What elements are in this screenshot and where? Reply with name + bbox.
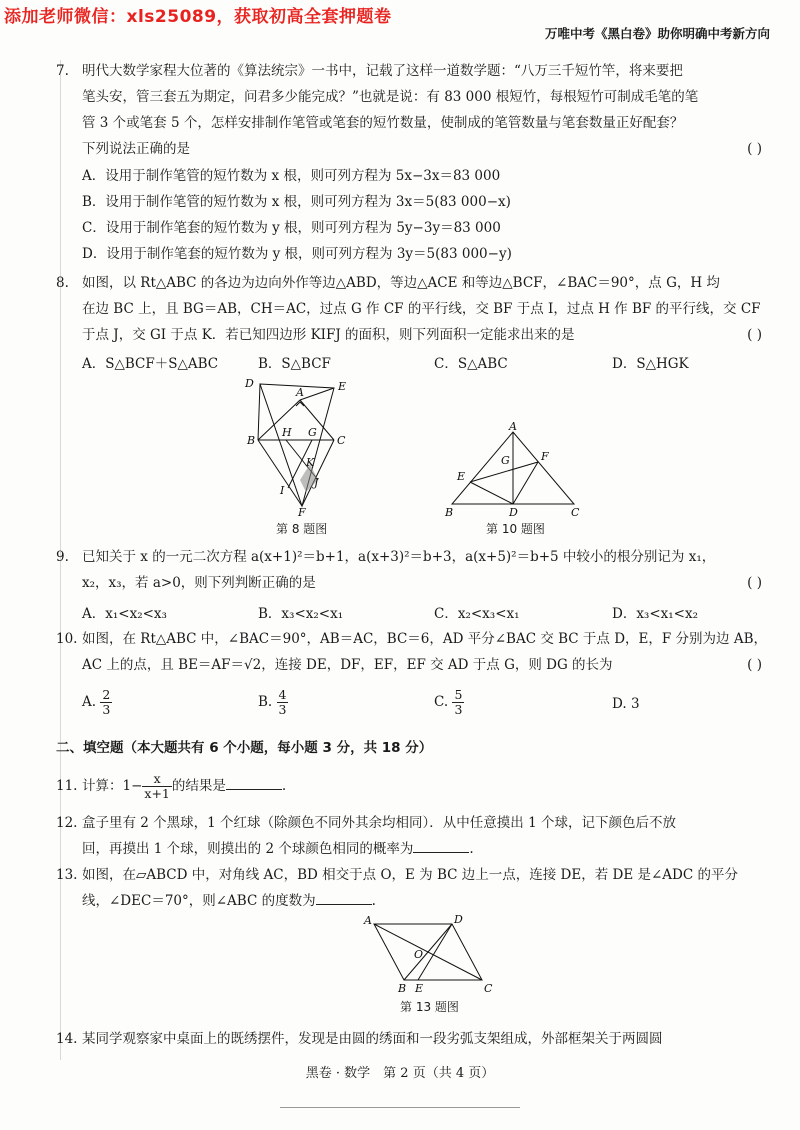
option-a: A．S△BCF＋S△ABC — [82, 356, 219, 372]
answer-blank[interactable] — [226, 775, 282, 790]
fig-label: D — [509, 506, 518, 519]
footer-rule — [280, 1107, 520, 1108]
question-text-line: 线，∠DEC＝70°，则∠ABC 的度数为 — [82, 893, 316, 909]
question-9 — [56, 544, 770, 596]
question-text-line: AC 上的点，且 BE＝AF＝√2，连接 DE，DF，EF，EF 交 AD 于点 G，则 DG 的长为 — [82, 657, 613, 673]
option-value: 3 — [630, 696, 640, 712]
figure-q13 — [352, 914, 502, 998]
question-end: . — [469, 841, 474, 857]
question-number: 9. — [56, 549, 69, 565]
fig-label: H — [282, 426, 292, 439]
running-header: 万唯中考《黑白卷》助你明确中考新方向 — [544, 26, 770, 41]
question-number: 13. — [56, 867, 78, 883]
answer-bracket: ( ) — [747, 575, 762, 591]
fraction-denominator: 3 — [278, 702, 287, 717]
fig-label: E — [415, 982, 424, 995]
question-number: 8. — [56, 275, 69, 291]
fraction-denominator: 3 — [454, 702, 463, 717]
question-text-line: 笔头安，管三套五为期定，问君多少能完成？”也就是说：有 83 000 根短竹，每根短竹可制成毛笔的笔 — [82, 89, 699, 105]
option-b: B．x₃<x₂<x₁ — [258, 606, 344, 622]
question-text: 的结果是 — [171, 778, 226, 794]
fig-label: B — [445, 506, 454, 519]
question-text-line: 于点 J，交 GI 于点 K．若已知四边形 KIFJ 的面积，则下列面积一定能求出来的是 — [82, 327, 575, 343]
option-c — [434, 688, 464, 717]
answer-bracket: ( ) — [747, 657, 762, 673]
page-footer: 黑卷 · 数学 第 2 页（共 4 页） — [305, 1066, 495, 1081]
answer-bracket: ( ) — [747, 141, 762, 157]
question-7 — [56, 58, 770, 162]
question-text-line: 如图，在 Rt△ABC 中，∠BAC＝90°，AB＝AC，BC＝6，AD 平分∠BAC 交 BC 于点 D，E，F 分别为边 AB， — [82, 631, 768, 647]
fig-label: F — [541, 450, 549, 463]
option-d — [612, 696, 640, 712]
fraction-numerator: 4 — [278, 687, 287, 702]
question-number: 10. — [56, 631, 78, 647]
fig-label: C — [571, 506, 580, 519]
question-text-line: 在边 BC 上，且 BG＝AB，CH＝AC，过点 G 作 CF 的平行线，交 BF 于点 I，过点 H 作 BF 的平行线，交 CF — [82, 301, 761, 317]
question-text-line: 明代大数学家程大位著的《算法统宗》一书中，记载了这样一道数学题：“八万三千短竹竿，将来要把 — [82, 63, 683, 79]
question-number: 12. — [56, 815, 78, 831]
question-text: 计算：1− — [82, 778, 143, 794]
fig-label: G — [501, 454, 510, 467]
fraction-numerator: 2 — [102, 687, 111, 702]
option-c: C．S△ABC — [434, 356, 508, 372]
fig-label: D — [454, 914, 463, 926]
fraction-numerator: 5 — [454, 687, 463, 702]
fig-label: G — [308, 426, 317, 439]
figure-caption: 第 10 题图 — [486, 522, 545, 536]
option-d: D．设用于制作笔套的短竹数为 y 根，则可列方程为 3y＝5(83 000−y) — [82, 246, 512, 262]
fig-label: C — [337, 434, 346, 447]
question-text-line: x₂，x₃，若 a>0，则下列判断正确的是 — [82, 575, 316, 591]
option-label: A. — [82, 694, 97, 710]
question-text-line: 如图，在▱ABCD 中，对角线 AC，BD 相交于点 O，E 为 BC 边上一点，连接 DE，若 DE 是∠ADC 的平分 — [82, 867, 738, 883]
section-heading: 二、填空题（本大题共有 6 个小题，每小题 3 分，共 18 分） — [56, 740, 433, 756]
question-text-line: 某同学观察家中桌面上的既绣摆件，发现是由圆的绣面和一段劣弧支架组成，外部框架关于两圆圆 — [82, 1031, 663, 1047]
option-a — [82, 688, 112, 717]
fig-label: C — [484, 982, 493, 995]
question-text-line: 回，再摸出 1 个球，则摸出的 2 个球颜色相同的概率为 — [82, 841, 414, 857]
option-c: C．x₂<x₃<x₁ — [434, 606, 520, 622]
fig-label: F — [298, 506, 306, 518]
option-a: A．设用于制作笔管的短竹数为 x 根，则可列方程为 5x−3x＝83 000 — [82, 168, 501, 184]
fig-label: I — [280, 484, 285, 497]
option-c: C．设用于制作笔套的短竹数为 y 根，则可列方程为 5y−3y＝83 000 — [82, 220, 501, 236]
fig-label: K — [306, 456, 315, 469]
option-label: C. — [434, 694, 449, 710]
fraction-denominator: x+1 — [144, 786, 170, 801]
question-12 — [56, 810, 770, 862]
fig-label: A — [296, 386, 304, 399]
question-11 — [56, 772, 770, 801]
option-d: D．S△HGK — [612, 356, 689, 372]
fig-label: B — [398, 982, 407, 995]
fig-label: D — [245, 377, 254, 390]
question-text-line: 已知关于 x 的一元二次方程 a(x+1)²＝b+1，a(x+3)²＝b+3，a(x+5)²＝b+5 中较小的根分别记为 x₁， — [82, 549, 716, 565]
answer-bracket: ( ) — [747, 327, 762, 343]
question-end: . — [281, 778, 287, 794]
fig-label: A — [509, 420, 517, 433]
option-b: B．设用于制作笔管的短竹数为 x 根，则可列方程为 3x＝5(83 000−x) — [82, 194, 511, 210]
figure-q10 — [440, 420, 590, 520]
question-10 — [56, 626, 770, 678]
fig-label: J — [314, 476, 319, 489]
question-text-line: 盒子里有 2 个黑球，1 个红球（除颜色不同外其余均相同）．从中任意摸出 1 个球，记下颜色后不放 — [82, 815, 676, 831]
fig-label: O — [414, 948, 424, 961]
fig-label: E — [338, 380, 347, 393]
fraction-numerator: x — [153, 771, 161, 786]
question-number: 7. — [56, 63, 69, 79]
figure-q8 — [230, 376, 370, 518]
answer-blank[interactable] — [413, 838, 469, 853]
watermark-contact: 添加老师微信：xls25089，获取初高全套押题卷 — [4, 7, 392, 27]
question-number: 11. — [56, 778, 78, 794]
figure-caption: 第 8 题图 — [276, 522, 328, 536]
question-number: 14. — [56, 1031, 78, 1047]
option-b: B．S△BCF — [258, 356, 331, 372]
question-14 — [56, 1026, 770, 1052]
question-8 — [56, 270, 770, 348]
fig-label: E — [457, 470, 466, 483]
option-d: D．x₃<x₁<x₂ — [612, 606, 699, 622]
question-text-line: 管 3 个或笔套 5 个，怎样安排制作笔管或笔套的短竹数量，使制成的笔管数量与笔套数量正好配套？ — [82, 115, 684, 131]
option-label: B. — [258, 694, 273, 710]
figure-caption: 第 13 题图 — [400, 1000, 459, 1014]
fraction-denominator: 3 — [102, 702, 111, 717]
fig-label: B — [247, 434, 256, 447]
question-text-line: 如图，以 Rt△ABC 的各边为边向外作等边△ABD，等边△ACE 和等边△BCF，∠BAC＝90°，点 G，H 均 — [82, 275, 720, 291]
option-b — [258, 688, 288, 717]
question-text-line: 下列说法正确的是 — [82, 141, 190, 157]
question-end: . — [371, 893, 376, 909]
answer-blank[interactable] — [316, 890, 372, 905]
fig-label: A — [364, 914, 372, 927]
question-13 — [56, 862, 770, 914]
option-a: A．x₁<x₂<x₃ — [82, 606, 167, 622]
option-label: D. — [612, 696, 627, 712]
